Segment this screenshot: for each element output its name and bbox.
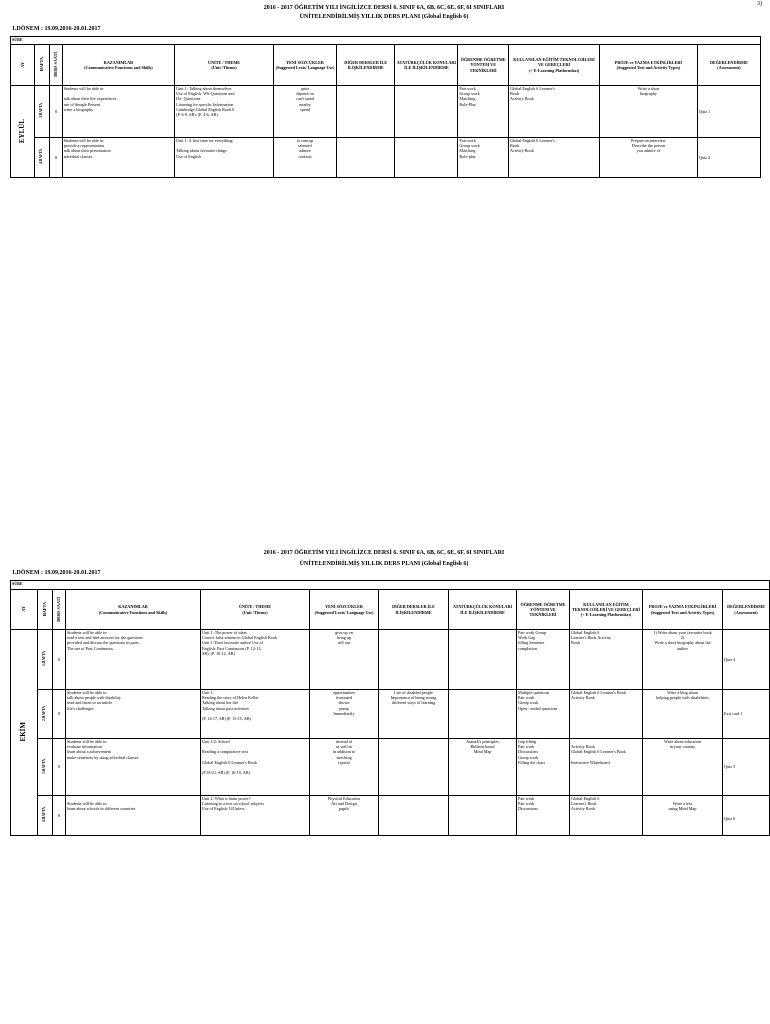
kazanimlar-line: learn about a achievement: [67, 749, 111, 755]
proje-line: Describe the person: [631, 143, 666, 149]
sozcukler-line: talented: [298, 143, 312, 149]
proje-line: in your country: [669, 744, 696, 750]
proje-line: Prepare an interview: [631, 138, 666, 143]
ataturk-cell: [395, 138, 458, 178]
week-label: 3.HAFTA: [42, 758, 47, 774]
unite-line: Unit 1: The power of ideas: [202, 630, 247, 635]
egitim-line: Global English 6: [571, 796, 600, 801]
sozcukler-line: instead of: [335, 739, 353, 744]
kazanimlar-line: make sentences by using adverbial clauses: [67, 754, 139, 760]
unite-line: Unit 1/2: School: [202, 739, 230, 744]
ogrenme-line: Matching: [459, 148, 476, 154]
ogrenme-line: completion: [518, 645, 537, 651]
hours-cell: 8: [53, 796, 66, 836]
egitim-line: Global English 6 Learner's Book: [571, 690, 626, 695]
unite-line: Talking about past activities: [202, 705, 250, 711]
diger-cell: [379, 690, 449, 739]
sozcukler-cell: [274, 138, 337, 178]
unite-line: Reading a comparative text: [202, 749, 248, 755]
kazanimlar-line: provided and discuss the questions in pairs.: [67, 640, 140, 646]
egitim-cell: [508, 86, 599, 138]
egitim-line: Global English 6 Learner's: [509, 86, 555, 91]
kazanimlar-line: adverbial clauses: [63, 153, 93, 159]
plan-row: [11, 690, 770, 739]
kazanimlar-line: provide a representation: [63, 143, 105, 149]
diger-cell: [379, 739, 449, 796]
ogrenme-line: Gap filling: [518, 739, 537, 744]
egitim-line: Interactive Whiteboard: [571, 759, 610, 765]
col-ders-saati: DERS SAATİ: [53, 52, 59, 77]
kazanimlar-line: talk about people with disability: [67, 695, 121, 701]
sozcukler-line: Art and Design: [331, 801, 357, 807]
unite-cell: [201, 739, 310, 796]
ogrenme-cell: [458, 86, 509, 138]
sozcukler-line: bring up: [336, 635, 352, 641]
ogrenme-line: Pair work: [518, 695, 535, 701]
egitim-line: Activity Book: [571, 744, 595, 750]
ogrenme-line: Work Gap: [518, 635, 536, 641]
kazanimlar-line: Students will be able to:: [67, 739, 108, 744]
proje-cell: [600, 86, 698, 138]
plan-row: [11, 739, 770, 796]
col-ay: AY: [21, 606, 27, 612]
page-1: [0, 0, 768, 180]
proje-cell: [643, 796, 723, 836]
kazanimlar-cell: [62, 138, 174, 178]
egitim-cell: [570, 739, 643, 796]
col-ataturk: ATATÜRKÇÜLÜK KONULARI İLE İLİŞKİLENDİRME: [395, 45, 458, 86]
col-ders-saati: DERS SAATİ: [56, 596, 62, 622]
egitim-cell: [570, 690, 643, 739]
col-kazanimlar: KAZANIMLAR (Communicative Functions and Skills): [66, 590, 201, 630]
kazanimlar-line: talk about their presentation: [63, 148, 111, 154]
unite-line: SB), (P. 10-12, AB): [202, 650, 235, 656]
sozcukler-line: in addition to: [332, 749, 356, 755]
ogrenme-line: Pair work: [459, 86, 476, 91]
egitim-line: Global English 6 Learner's Book: [571, 749, 626, 755]
sozcukler-cell: [274, 86, 337, 138]
sozcukler-cell: [310, 630, 379, 690]
sozcukler-line: depend on: [296, 91, 314, 97]
ogrenme-line: Group work: [518, 700, 539, 706]
month-label: EKİM: [19, 722, 28, 742]
ataturk-line: Mind Map: [473, 749, 492, 755]
ataturk-line: Bulletin board: [470, 744, 495, 750]
unite-cell: [201, 630, 310, 690]
sozcukler-line: pupils: [338, 806, 350, 812]
ataturk-cell: [449, 739, 517, 796]
col-hafta: HAFTA: [39, 57, 45, 72]
ogrenme-line: Pair work: [518, 801, 535, 807]
ogrenme-cell: [517, 630, 570, 690]
ogrenme-line: filling Sentence: [518, 640, 545, 646]
sozcukler-line: nearby: [299, 101, 311, 107]
degerlendirme-line: Quiz 4: [724, 656, 736, 662]
egitim-cell: [570, 630, 643, 690]
ataturk-line: Atatürk's principles: [466, 739, 499, 744]
hours-cell: 8: [53, 739, 66, 796]
ogrenme-line: Discussions: [518, 806, 539, 812]
plan-row: [11, 630, 770, 690]
col-ogrenme: ÖĞRENME ÖĞRETME YÖNTEM VE TEKNİKLERİ: [458, 45, 509, 86]
kazanimlar-line: Students will be able to:: [63, 86, 105, 91]
week-cell: [34, 86, 50, 138]
degerlendirme-cell: [723, 690, 770, 739]
unite-line: Use of English: If/Unless: [202, 806, 245, 812]
col-ataturk: ATATÜRKÇÜLÜK KONULARI İLE İLİŞKİLENDİRME: [449, 590, 517, 630]
sozcukler-line: to sum up: [296, 138, 314, 143]
unite-line: Cambridge Global English Book 6: [176, 106, 235, 112]
plan-row: [11, 86, 761, 138]
diger-cell: [336, 86, 394, 138]
unite-line: (P.18-21, SB) (P. 16-19, AB): [202, 770, 250, 776]
kazanimlar-line: evaluate information: [67, 744, 102, 750]
egitim-line: Global English 6: [571, 630, 600, 635]
unite-line: (P. 6-9, SB), (P. 4-6, AB): [176, 112, 218, 118]
egitim-line: Activity Book: [571, 695, 595, 701]
proje-cell: [643, 630, 723, 690]
kazanimlar-line: talk about their life experiences: [63, 96, 117, 102]
egitim-line: Learner's Book Activity: [571, 635, 612, 641]
kazanimlar-line: Students will be able to:: [63, 138, 105, 143]
unite-line: Use of English: Wh-Questions and: [176, 91, 235, 97]
sozcukler-line: pump: [339, 705, 349, 711]
unite-line: English: Past Continuous (P. 12-13,: [202, 645, 262, 651]
document-subtitle-2: ÜNİTELENDİRİLMİŞ YILLIK DERS PLANI (Global English 6): [299, 561, 469, 567]
plan-row: [11, 796, 770, 836]
kazanimlar-line: life's challenges: [67, 705, 94, 711]
week-label: 3.HAFTA: [39, 103, 44, 119]
proje-cell: [600, 138, 698, 178]
proje-line: you admire of: [636, 148, 661, 154]
ogrenme-line: Role-Play: [459, 101, 477, 107]
ogrenme-cell: [517, 739, 570, 796]
sozcukler-line: as well as: [335, 744, 353, 750]
document-subtitle: ÜNİTELENDİRİLMİŞ YILLIK DERS PLANI (Global English 6): [299, 14, 469, 20]
sozcukler-line: frustrated: [335, 695, 353, 701]
col-hafta: HAFTA: [42, 601, 48, 617]
kazanimlar-line: read a text and find answers for the questions: [67, 635, 143, 641]
sozcukler-cell: [310, 739, 379, 796]
col-sozcukler: YENİ SÖZCÜKLER (Suggested Lexis/ Language Use): [274, 45, 337, 86]
week-cell: [38, 739, 53, 796]
kazanimlar-line: learn about schools in different countries: [67, 806, 136, 812]
proje-line: Write about education: [663, 739, 702, 744]
unite-line: Global English 6 Learner's Book: [202, 759, 257, 765]
week-cell: [38, 630, 53, 690]
ogrenme-line: Role-play: [459, 153, 476, 159]
col-ogrenme: ÖĞRENME ÖĞRETME YÖNTEM VE TEKNİKLERİ: [517, 590, 570, 630]
plan-table-2: [10, 580, 770, 836]
unite-cell: [201, 796, 310, 836]
kazanimlar-cell: [66, 739, 201, 796]
proje-line: using Mind Map: [668, 806, 697, 812]
unite-line: Correct false sentences Global English Book: [202, 635, 278, 641]
col-egitim: KULLANILAN EĞİTİM TEKNOLOJİLERİ VE GEREÇLERİ (+ E-Learning Platformları): [570, 590, 643, 630]
unite-line: Do- Questions: [176, 96, 201, 102]
week-label: 4.HAFTA: [42, 807, 47, 823]
week-cell: [34, 138, 50, 178]
ogrenme-cell: [458, 138, 509, 178]
page-number: 3): [757, 1, 762, 7]
hours-cell: 8: [53, 630, 66, 690]
diger-line: different ways of learning: [391, 700, 436, 706]
kazanimlar-line: read and listen to an article: [67, 700, 113, 706]
egitim-line: Book: [571, 640, 581, 646]
unite-cell: [175, 138, 274, 178]
ogrenme-line: Filling the chart: [518, 759, 545, 765]
egitim-line: Activity Book: [509, 96, 534, 102]
kazanimlar-cell: [66, 690, 201, 739]
col-unite: ÜNİTE / THEME (Unit /Theme): [201, 590, 310, 630]
proje-cell: [643, 739, 723, 796]
sozcukler-line: Physical Education: [327, 796, 361, 801]
month-label: EYLÜL: [17, 118, 26, 143]
egitim-line: Activity Book: [509, 148, 534, 154]
col-unite: ÜNİTE / THEME (Unit /Theme): [175, 45, 274, 86]
sozcukler-line: give up on: [335, 630, 353, 635]
ogrenme-line: Matching: [459, 96, 476, 102]
sozcukler-line: admire: [299, 148, 311, 154]
unite-line: Unit 1: Talking about themselves: [176, 86, 232, 91]
sozcukler-cell: [310, 796, 379, 836]
kazanimlar-line: use of Simple Present: [63, 101, 101, 107]
col-egitim: KULLANILAN EĞİTİM TEKNOLOJİLERİ VE GEREÇLERİ (+ E-Learning Platformları): [508, 45, 599, 86]
unite-line: Unit 2: What is brain power?: [202, 796, 251, 801]
sozcukler-cell: [310, 690, 379, 739]
plan-table: [10, 36, 761, 178]
egitim-line: Global English 6 Learner's: [509, 138, 555, 143]
unite-line: Talking about favourite things: [176, 148, 227, 154]
header-row-2: [11, 590, 770, 630]
sure-label-2: SÜRE: [11, 581, 66, 590]
document-title: 2016 - 2017 ÖĞRETİM YILI İNGİLİZCE DERSİ 6. SINIF 6A, 6B, 6C, 6E, 6F, 6I SINIFLARI: [263, 5, 505, 11]
ataturk-cell: [449, 690, 517, 739]
unite-line: Listening to a text on school subjects: [202, 801, 265, 807]
degerlendirme-cell: [723, 630, 770, 690]
ogrenme-line: Group work: [518, 754, 539, 760]
sozcukler-line: contrast: [298, 153, 312, 159]
week-cell: [38, 690, 53, 739]
diger-line: Importance of being strong: [390, 695, 437, 701]
egitim-cell: [570, 796, 643, 836]
degerlendirme-cell: [697, 138, 760, 178]
col-sozcukler: YENİ SÖZCÜKLER (Suggested Lexis/ Language Use): [310, 590, 379, 630]
plan-row: [11, 138, 761, 178]
diger-cell: [379, 630, 449, 690]
ataturk-cell: [449, 630, 517, 690]
month-cell: [11, 86, 35, 178]
sozcukler-line: opportunities: [332, 690, 356, 695]
unite-cell: [175, 86, 274, 138]
ogrenme-line: Group work: [459, 91, 480, 97]
ogrenme-line: Pair work: [459, 138, 476, 143]
sozcukler-line: typical: [338, 759, 350, 765]
degerlendirme-cell: [723, 739, 770, 796]
proje-line: Write a blog about: [666, 690, 699, 695]
diger-cell: [379, 796, 449, 836]
unite-line: Reading the story of Helen Keller: [202, 695, 259, 701]
egitim-line: Activity Book: [571, 806, 595, 812]
week-label: 1.HAFTA: [42, 651, 47, 667]
ogrenme-cell: [517, 690, 570, 739]
degerlendirme-line: Quiz 2: [698, 154, 711, 160]
unite-line: Use of English: [176, 153, 201, 159]
header-row: [11, 45, 761, 86]
col-diger: DİĞER DERSLER İLE İLİŞKİLENDİRME: [379, 590, 449, 630]
term-dates: 1.DÖNEM : 19.09.2016-20.01.2017: [12, 26, 101, 32]
ogrenme-cell: [517, 796, 570, 836]
col-ay: AY: [19, 61, 25, 68]
sozcukler-line: can't stand: [296, 96, 314, 102]
egitim-cell: [508, 138, 599, 178]
degerlendirme-line: Quiz 1: [698, 108, 711, 114]
kazanimlar-cell: [66, 796, 201, 836]
hours-cell: 8: [53, 690, 66, 739]
sozcukler-line: shown: [338, 700, 350, 706]
egitim-line: Learner's Book: [571, 801, 597, 807]
month-cell: [11, 630, 38, 836]
sozcukler-line: quite: [300, 86, 310, 91]
col-diger: DİĞER DERSLER İLE İLİŞKİLENDİRME: [336, 45, 394, 86]
kazanimlar-cell: [62, 86, 174, 138]
document-title-2: 2016 - 2017 ÖĞRETİM YILI İNGİLİZCE DERSİ 6. SINIF 6A, 6B, 6C, 6E, 6F, 6I SINIFLARI: [263, 550, 505, 556]
term-dates-2: 1.DÖNEM : 19.09.2016-20.01.2017: [12, 570, 101, 576]
proje-line: Write a short biography about the: [654, 640, 711, 646]
hours-cell: 8: [50, 86, 62, 138]
proje-line: biography: [639, 91, 657, 97]
egitim-line: Book: [509, 143, 520, 149]
ogrenme-line: Open - ended questions: [518, 705, 558, 711]
ataturk-cell: [395, 86, 458, 138]
unite-line: Listening for specific Information: [176, 101, 233, 107]
sozcukler-line: Immediately: [333, 710, 355, 716]
kazanimlar-cell: [66, 630, 201, 690]
unite-cell: [201, 690, 310, 739]
ogrenme-line: Discussions: [518, 749, 539, 755]
col-degerlendirme: DEĞERLENDİRME (Assessment): [697, 45, 760, 86]
sozcukler-line: sell out: [337, 640, 351, 646]
diger-line: Life of disabled people: [394, 690, 433, 695]
col-proje: PROJE ve YAZMA ETKİNLİKLERİ (Suggested Text and Activity Types): [643, 590, 723, 630]
week-label: 2.HAFTA: [42, 705, 47, 721]
proje-line: 2): [680, 635, 685, 641]
proje-line: Write a short: [637, 86, 660, 91]
sozcukler-line: streching: [336, 754, 352, 760]
kazanimlar-line: write a biography: [63, 106, 94, 112]
degerlendirme-line: Quiz 5: [724, 764, 736, 770]
week-label: 4.HAFTA: [39, 149, 44, 165]
degerlendirme-line: Exit card 1: [724, 711, 743, 717]
unite-line: (P. 14-17, SB) (P. 13-15, AB): [202, 716, 251, 722]
degerlendirme-cell: [723, 796, 770, 836]
ogrenme-line: Pair work Group: [518, 630, 547, 635]
degerlendirme-cell: [697, 86, 760, 138]
diger-cell: [336, 138, 394, 178]
col-proje: PROJE ve YAZMA ETKİNLİKLERİ (Suggested Text and Activity Types): [600, 45, 698, 86]
proje-line: helping people with disabilities: [656, 695, 709, 701]
ogrenme-line: Pair work: [518, 796, 535, 801]
page-2: [0, 545, 768, 823]
sozcukler-line: spend: [300, 106, 310, 112]
ogrenme-line: Group work: [459, 143, 480, 149]
unite-line: Unit 1-Their favourite author Use of: [202, 640, 264, 646]
hours-cell: 8: [50, 138, 62, 178]
kazanimlar-line: Students will be able to:: [67, 690, 108, 695]
unite-line: Talking about her life: [202, 700, 239, 706]
col-degerlendirme: DEĞERLENDİRME (Assessment): [723, 590, 770, 630]
sure-label: SÜRE: [11, 37, 63, 45]
kazanimlar-line: Students will be able to:: [67, 630, 108, 635]
proje-line: 1) Write about your favourite book: [653, 630, 712, 635]
unite-line: Unit 1:: [202, 690, 214, 695]
degerlendirme-line: Quiz 6: [724, 815, 736, 821]
proje-cell: [643, 690, 723, 739]
unite-line: Unit 1: A first time for everything: [176, 138, 233, 143]
kazanimlar-line: Students will be able to:: [67, 801, 108, 807]
proje-line: Write a text: [672, 801, 693, 807]
proje-line: author: [677, 645, 688, 651]
ogrenme-line: Multiple questions: [518, 690, 550, 695]
week-cell: [38, 796, 53, 836]
col-kazanimlar: KAZANIMLAR (Communicative Functions and Skills): [62, 45, 174, 86]
ataturk-cell: [449, 796, 517, 836]
kazanimlar-line: The use of Past Continuous: [67, 645, 114, 651]
egitim-line: Book: [509, 91, 520, 97]
ogrenme-line: Pair work: [518, 744, 535, 750]
